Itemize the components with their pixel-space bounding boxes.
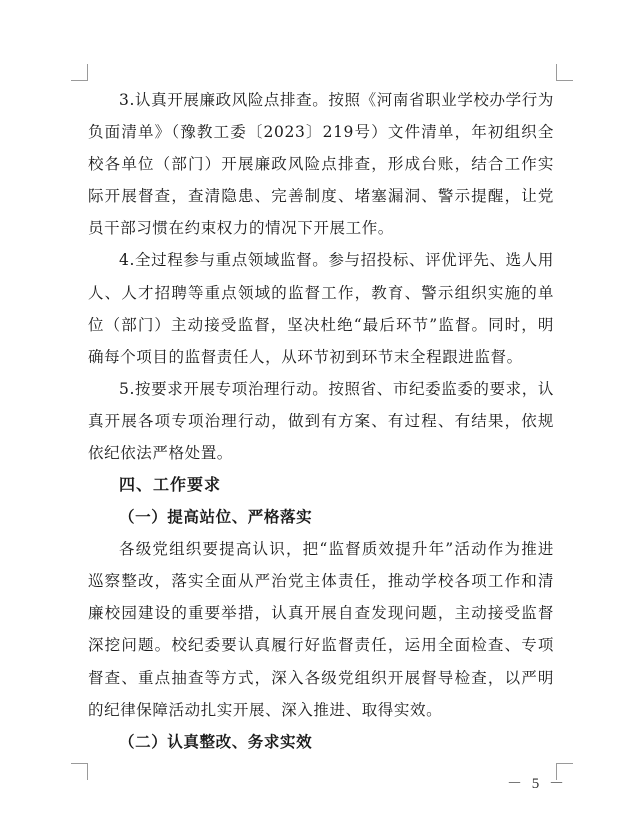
section-heading-work-requirements: 四、工作要求 xyxy=(119,475,222,495)
page-number: － 5 － xyxy=(507,776,568,792)
paragraph-party-organizations: 各级党组织要提高认识，把“监督质效提升年”活动作为推进巡察整改，落实全面从严治党主体责任，推动学校各项工作和清廉校园建设的重要举措，认真开展自查发现问题，主动接受监督深挖问题。校纪委要认真履行好监督责任，运用全面检查、专项督查、重点抽查等方式，深入各级党组织开展督导检查，以严明的纪律保障活动扎实开展、深入推进、取得实效。 xyxy=(88,540,554,719)
paragraph-special-rectification: 5.按要求开展专项治理行动。按照省、市纪委监委的要求，认真开展各项专项治理行动，做到有方案、有过程、有结果，依规依纪依法严格处置。 xyxy=(88,379,554,463)
subheading-raise-position: （一）提高站位、严格落实 xyxy=(119,507,313,527)
crop-mark-top-left xyxy=(71,64,88,81)
paragraph-risk-point-check: 3.认真开展廉政风险点排查。按照《河南省职业学校办学行为负面清单》（豫教工委〔2023〕219号）文件清单，年初组织全校各单位（部门）开展廉政风险点排查，形成台账，结合工作实际开展督查，查清隐患、完善制度、堵塞漏洞、警示提醒，让党员干部习惯在约束权力的情况下开展工作。 xyxy=(88,91,554,238)
crop-mark-top-right xyxy=(556,64,573,81)
crop-mark-bottom-left xyxy=(71,763,88,780)
document-body xyxy=(88,84,554,758)
paragraph-key-area-supervision: 4.全过程参与重点领域监督。参与招投标、评优评先、选人用人、人才招聘等重点领域的监督工作，教育、警示组织实施的单位（部门）主动接受监督，坚决杜绝“最后环节”监督。同时，明确每个项目的监督责任人，从环节初到环节末全程跟进监督。 xyxy=(88,251,554,366)
subheading-earnest-rectification: （二）认真整改、务求实效 xyxy=(119,731,313,751)
